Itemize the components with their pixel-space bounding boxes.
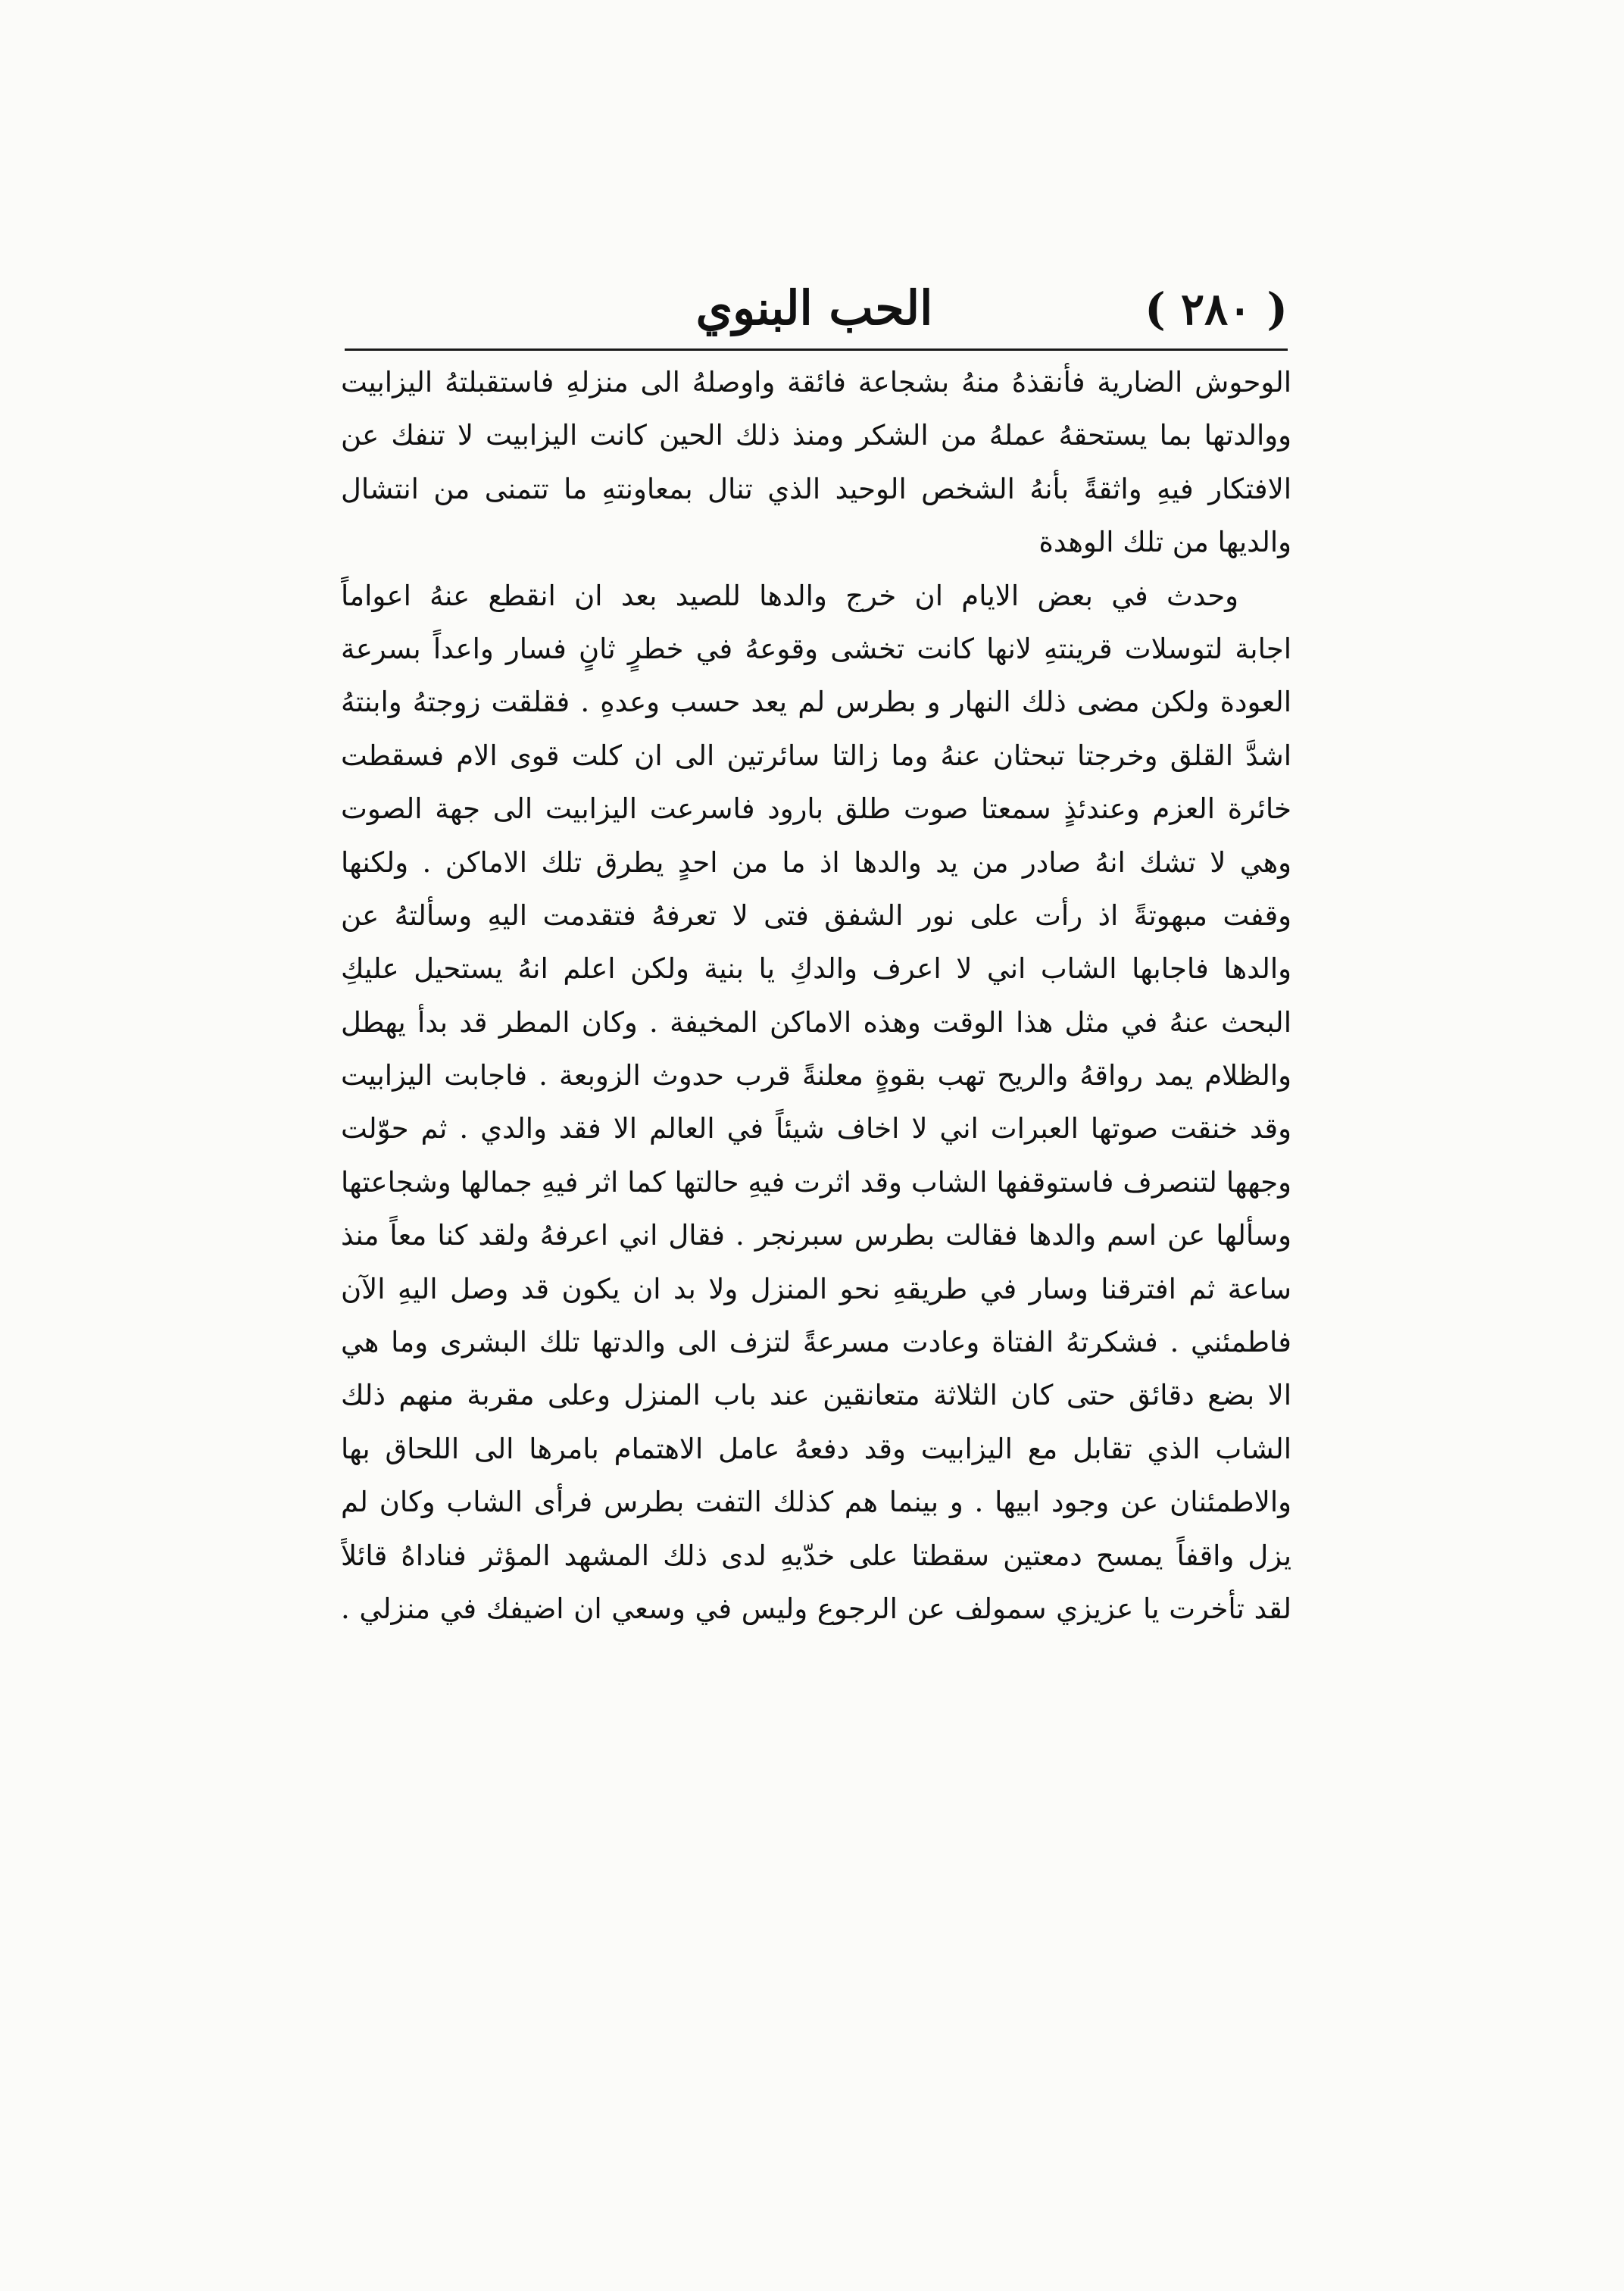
text-line: العودة ولكن مضى ذلك النهار و بطرس لم يعد حسب وعدهِ . فقلقت زوجتهُ وابنتهُ xyxy=(341,686,1291,719)
text-line: الا بضع دقائق حتى كان الثلاثة متعانقين عند باب المنزل وعلى مقربة منهم ذلك xyxy=(341,1379,1291,1412)
running-title: الحب البنوي xyxy=(695,280,933,336)
text-line: اشدَّ القلق وخرجتا تبحثان عنهُ وما زالتا سائرتين الى ان كلت قوى الام فسقطت xyxy=(341,739,1291,772)
text-line: فاطمئني . فشكرتهُ الفتاة وعادت مسرعةً لتزف الى والدتها تلك البشرى وما هي xyxy=(341,1326,1291,1359)
text-line: لقد تأخرت يا عزيزي سمولف عن الرجوع وليس في وسعي ان اضيفك في منزلي . xyxy=(341,1592,1291,1625)
text-line: اجابة لتوسلات قرينتهِ لانها كانت تخشى وقوعهُ في خطرٍ ثانٍ فسار واعداً بسرعة xyxy=(341,632,1291,665)
page-header xyxy=(341,280,1288,348)
text-line: وهي لا تشك انهُ صادر من يد والدها اذ ما من احدٍ يطرق تلك الاماكن . ولكنها xyxy=(341,845,1291,879)
text-line: يزل واقفاً يمسح دمعتين سقطتا على خدّيهِ لدى ذلك المشهد المؤثر فناداهُ قائلاً xyxy=(341,1539,1291,1572)
text-line: والاطمئنان عن وجود ابيها . و بينما هم كذلك التفت بطرس فرأى الشاب وكان لم xyxy=(341,1486,1291,1519)
text-line: وسألها عن اسم والدها فقالت بطرس سبرنجر . فقال اني اعرفهُ ولقد كنا معاً منذ xyxy=(341,1219,1291,1252)
text-line: وقفت مبهوتةً اذ رأت على نور الشفق فتى لا تعرفهُ فتقدمت اليهِ وسألتهُ عن xyxy=(341,899,1291,932)
header-rule xyxy=(345,348,1288,351)
text-line: ووالدتها بما يستحقهُ عملهُ من الشكر ومنذ ذلك الحين كانت اليزابيت لا تنفك عن xyxy=(341,419,1291,452)
text-line: الشاب الذي تقابل مع اليزابيت وقد دفعهُ عامل الاهتمام بامرها الى اللحاق بها xyxy=(341,1432,1291,1465)
text-line: والدها فاجابها الشاب اني لا اعرف والدكِ يا بنية ولكن اعلم انهُ يستحيل عليكِ xyxy=(341,952,1291,986)
text-line: والظلام يمد رواقهُ والريح تهب بقوةٍ معلنةً قرب حدوث الزوبعة . فاجابت اليزابيت xyxy=(341,1059,1291,1092)
text-line: الافتكار فيهِ واثقةً بأنهُ الشخص الوحيد الذي تنال بمعاونتهِ ما تتمنى من انتشال xyxy=(341,472,1291,505)
text-line: وقد خنقت صوتها العبرات اني لا اخاف شيئاً في العالم الا فقد والدي . ثم حوّلت xyxy=(341,1112,1291,1146)
text-line: والديها من تلك الوهدة xyxy=(1038,526,1291,559)
text-line: الوحوش الضارية فأنقذهُ منهُ بشجاعة فائقة واوصلهُ الى منزلهِ فاستقبلتهُ اليزابيت xyxy=(341,366,1291,399)
text-line: وحدث في بعض الايام ان خرج والدها للصيد بعد ان انقطع عنهُ اعواماً xyxy=(341,579,1238,612)
page-number: ( ٢٨٠ ) xyxy=(1145,283,1288,335)
text-line: وجهها لتنصرف فاستوقفها الشاب وقد اثرت فيهِ حالتها كما اثر فيهِ جمالها وشجاعتها xyxy=(341,1165,1291,1199)
text-line: ساعة ثم افترقنا وسار في طريقهِ نحو المنزل ولا بد ان يكون قد وصل اليهِ الآن xyxy=(341,1272,1291,1305)
text-line: خائرة العزم وعندئذٍ سمعتا صوت طلق بارود فاسرعت اليزابيت الى جهة الصوت xyxy=(341,792,1291,826)
body-text xyxy=(341,356,1291,1636)
text-line: البحث عنهُ في مثل هذا الوقت وهذه الاماكن المخيفة . وكان المطر قد بدأ يهطل xyxy=(341,1005,1291,1039)
